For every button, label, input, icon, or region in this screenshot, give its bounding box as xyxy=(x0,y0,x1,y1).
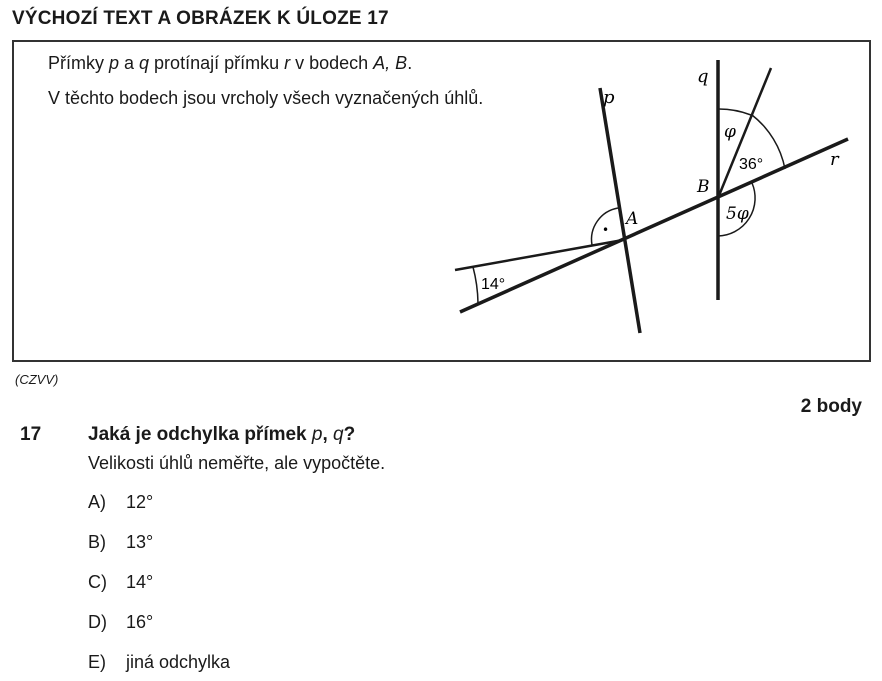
option-b[interactable] xyxy=(88,530,153,554)
points-label: 2 body xyxy=(800,396,862,417)
question-instruction: Velikosti úhlů neměřte, ale vypočtěte. xyxy=(88,453,386,473)
option-a[interactable] xyxy=(88,490,153,514)
angle-label-14: 14° xyxy=(481,276,506,293)
option-d[interactable] xyxy=(88,610,153,634)
option-c[interactable] xyxy=(88,570,153,594)
section-heading: VÝCHOZÍ TEXT A OBRÁZEK K ÚLOZE 17 xyxy=(12,8,389,29)
option-text: 16° xyxy=(126,611,154,632)
label-r: r xyxy=(830,149,839,170)
option-e[interactable] xyxy=(88,650,230,674)
source-note: (CZVV) xyxy=(15,372,59,387)
label-A: A xyxy=(626,209,639,229)
line-r xyxy=(460,139,848,312)
intro-line-2: V těchto bodech jsou vrcholy všech vyznačených úhlů. xyxy=(48,88,484,108)
option-letter: D) xyxy=(88,611,107,632)
right-angle-dot: • xyxy=(602,223,610,237)
angle-label-36: 36° xyxy=(739,156,764,173)
angle-label-phi: φ xyxy=(724,122,736,142)
option-letter: B) xyxy=(88,531,106,552)
arc-phi xyxy=(718,109,751,115)
angle-label-5phi: 5φ xyxy=(726,204,749,224)
label-p: p xyxy=(603,87,615,108)
arc-14 xyxy=(473,267,478,303)
option-text: 13° xyxy=(126,531,154,552)
intro-line-1: Přímky p a q protínají přímku r v bodech A, B. xyxy=(48,53,413,73)
option-text: 14° xyxy=(126,571,154,592)
label-B: B xyxy=(697,177,710,197)
option-letter: E) xyxy=(88,651,106,672)
label-q: q xyxy=(697,66,709,87)
question-number: 17 xyxy=(20,424,42,445)
option-letter: C) xyxy=(88,571,107,592)
question-text: Jaká je odchylka přímek p, q? xyxy=(88,424,356,445)
option-letter: A) xyxy=(88,491,106,512)
option-text: 12° xyxy=(126,491,154,512)
ray-from-A xyxy=(455,240,623,270)
option-text: jiná odchylka xyxy=(126,651,231,672)
